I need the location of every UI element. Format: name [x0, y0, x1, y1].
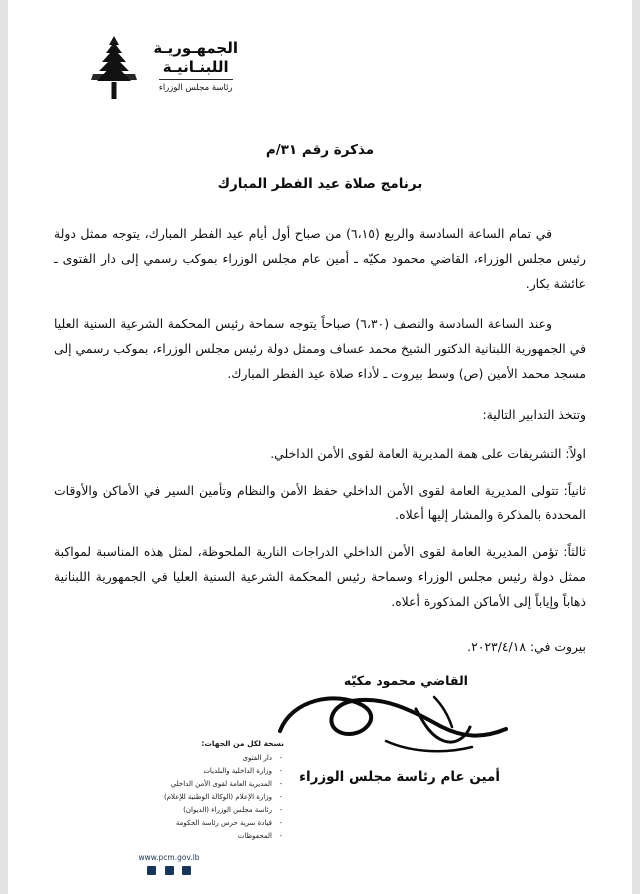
measure-item-2: ثانياً: تتولى المديرية العامة لقوى الأمن الداخلي حفظ الأمن والنظام وتأمين السير في الأماكن والأوقات المحددة بالمذكرة والمشار إليها أعلاه.	[54, 482, 586, 523]
emblem-line-2: اللبنـانيـة	[162, 57, 229, 76]
cedar-tree-icon	[85, 34, 143, 100]
paragraph-2: وعند الساعة السادسة والنصف (٦،٣٠) صباحاً يتوجه سماحة رئيس المحكمة الشرعية السنية العليا في الجمهورية اللبنانية الدكتور الشيخ محمد عساف وممثل دولة رئيس مجلس الوزراء، بموكب رسمي إلى مسجد محمد الأمين (ص) وسط بيروت ـ لأداء صلاة عيد الفطر المبارك.	[54, 316, 586, 382]
paragraph-1: في تمام الساعة السادسة والربع (٦،١٥) من صباح أول أيام عيد الفطر المبارك، يتوجه ممثل دولة رئيس مجلس الوزراء، القاضي محمود مكيّه ـ أمين عام مجلس الوزراء بموكب رسمي إلى دار الفتوى ـ عائشة بكار.	[54, 226, 586, 291]
list-item: - وزارة الإعلام (الوكالة الوطنية للإعلام)	[54, 791, 284, 804]
measure-item-1: اولاً: التشريفات على همة المديرية العامة لقوى الأمن الداخلي.	[270, 445, 586, 461]
memo-number: مذكرة رقم ٣١/م	[265, 142, 375, 158]
distribution-list-title: نسخة لكل من الجهات:	[201, 739, 284, 749]
signatory-title: أمين عام رئاسة مجلس الوزراء	[299, 769, 500, 786]
list-item: - وزارة الداخلية والبلديات	[54, 765, 284, 778]
distribution-items	[54, 752, 284, 843]
list-item: - رئاسة مجلس الوزراء (الديوان)	[54, 804, 284, 817]
list-item: - المديرية العامة لقوى الأمن الداخلي	[54, 778, 284, 791]
document-body	[54, 222, 586, 659]
social-icons	[54, 866, 284, 876]
emblem-text	[153, 39, 238, 95]
letterhead	[54, 34, 586, 130]
emblem-line-1: الجمهـوريـة	[153, 38, 238, 57]
list-item: - المحفوظات	[54, 830, 284, 843]
republic-emblem	[85, 34, 238, 100]
distribution-list	[54, 739, 284, 876]
facebook-icon[interactable]	[147, 866, 156, 875]
handwritten-signature	[266, 679, 526, 765]
list-item: - قيادة سرية حرس رئاسة الحكومة	[54, 817, 284, 830]
list-item: - دار الفتوى	[54, 752, 284, 765]
measure-item-3: ثالثاً: تؤمن المديرية العامة لقوى الأمن الداخلي الدراجات النارية الملحوظة، لمثل هذه المناسبة لمواكبة ممثل دولة رئيس مجلس الوزراء وسماحة رئيس المحكمة الشرعية السنية العليا في الجمهورية اللبنانية ذهاباً وإياباً إلى الأماكن المذكورة أعلاه.	[54, 544, 586, 609]
instagram-icon[interactable]	[182, 866, 191, 875]
measures-lead: وتتخذ التدابير التالية:	[482, 406, 586, 422]
date-line: بيروت في: ٢٠٢٣/٤/١٨.	[467, 638, 586, 654]
signatory-name: القاضي محمود مكيّه	[343, 673, 468, 689]
website-url[interactable]: www.pcm.gov.lb	[138, 853, 200, 862]
twitter-icon[interactable]	[165, 866, 174, 875]
page-title: برنامج صلاة عيد الفطر المبارك	[217, 176, 423, 192]
emblem-subtitle: رئاسة مجلس الوزراء	[159, 79, 233, 93]
